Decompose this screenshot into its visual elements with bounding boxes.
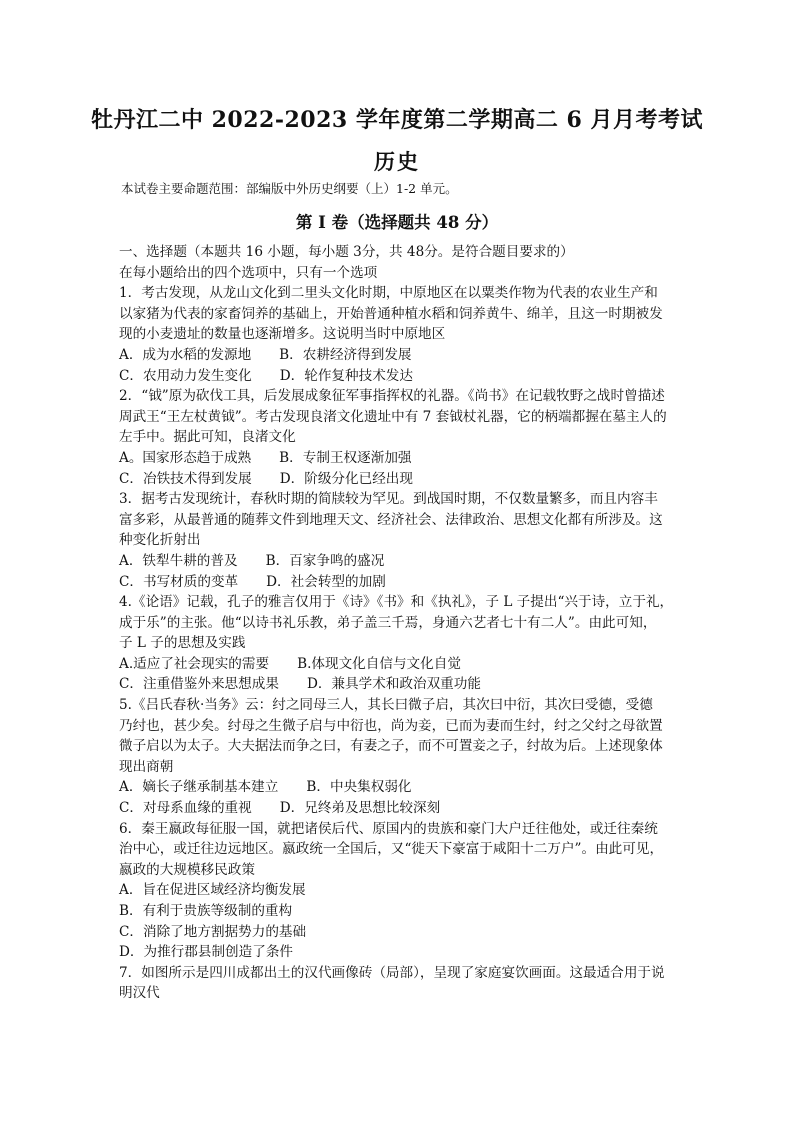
question-3 xyxy=(119,489,679,592)
option-d[interactable]: D．兼具学术和政治双重功能 xyxy=(306,676,481,693)
option-row xyxy=(119,345,679,366)
option-b[interactable]: B．百家争鸣的盛况 xyxy=(265,552,385,569)
question-stem-line: 种变化折射出 xyxy=(119,532,201,549)
option-c[interactable]: C．书写材质的变革 xyxy=(119,573,239,590)
question-stem-line: 乃纣也，甚少矣。纣母之生微子启与中衍也，尚为妾，已而为妻而生纣，纣之父纣之母欲置 xyxy=(119,717,663,734)
option-c[interactable]: C．冶铁技术得到发展 xyxy=(119,470,252,487)
option-b[interactable]: B．农耕经济得到发展 xyxy=(279,346,412,363)
subject-title: 历史 xyxy=(374,149,420,174)
option-c[interactable]: C．消除了地方割据势力的基础 xyxy=(119,923,307,940)
option-row xyxy=(119,366,679,387)
question-stem-line: 现的小麦遗址的数量也逐渐增多。这说明当时中原地区 xyxy=(119,326,446,343)
question-stem-line: 周武王“王左杖黄钺”。考古发现良渚文化遗址中有 7 套钺杖礼器，它的柄端都握在墓主人的 xyxy=(119,408,667,425)
option-d[interactable]: D．轮作复种技术发达 xyxy=(279,367,413,384)
option-b[interactable]: B．中央集权弱化 xyxy=(306,779,412,796)
question-stem-line: 1．考古发现，从龙山文化到二里头文化时期，中原地区在以粟类作物为代表的农业生产和 xyxy=(119,285,658,302)
question-body xyxy=(119,242,679,1004)
question-stem-line: 微子启以为太子。大夫据法而争之曰，有妻之子，而不可置妾之子，纣故为后。上述现象体 xyxy=(119,738,663,755)
option-row xyxy=(119,551,679,572)
exam-scope: 本试卷主要命题范围：部编版中外历史纲要（上）1-2 单元。 xyxy=(121,181,458,196)
option-b[interactable]: B.体现文化自信与文化自觉 xyxy=(297,655,461,672)
option-c[interactable]: C．注重借鉴外来思想成果 xyxy=(119,676,279,693)
exam-title: 牡丹江二中 2022-2023 学年度第二学期高二 6 月月考考试 xyxy=(90,107,704,133)
question-stem-line: 子 L 子的思想及实践 xyxy=(119,635,246,652)
question-stem-line: 4.《论语》记载，孔子的雅言仅用于《诗》《书》和《执礼》，子 L 子提出“兴于诗，立于礼， xyxy=(119,594,674,611)
instructions-line: 一、选择题（本题共 16 小题，每小题 3分，共 48分。是符合题目要求的） xyxy=(119,244,574,260)
option-a[interactable]: A．成为水稻的发源地 xyxy=(119,346,252,363)
question-1 xyxy=(119,283,679,386)
option-a[interactable]: A．旨在促进区域经济均衡发展 xyxy=(119,882,306,899)
option-c[interactable]: C．对母系血缘的重视 xyxy=(119,800,252,817)
option-row xyxy=(119,674,679,695)
question-stem-line: 治中心，或迁往边远地区。嬴政统一全国后，又“徙天下豪富于咸阳十二万户”。由此可见， xyxy=(119,841,664,858)
question-stem-line: 6．秦王嬴政每征服一国，就把诸侯后代、原国内的贵族和豪门大户迁往他处，或迁往秦统 xyxy=(119,820,658,837)
option-b[interactable]: B．有利于贵族等级制的重构 xyxy=(119,903,293,919)
question-stem-line: 以家猪为代表的家畜饲养的基础上，开始普通种植水稻和饲养黄牛、绵羊，且这一时期被发 xyxy=(119,305,663,322)
option-b[interactable]: B．专制王权逐渐加强 xyxy=(279,449,412,466)
option-d[interactable]: D．为推行郡县制创造了条件 xyxy=(119,944,294,961)
option-row xyxy=(119,448,679,469)
question-stem-line: 左手中。据此可知，良渚文化 xyxy=(119,429,296,446)
question-stem-line: 富多彩，从最普通的随葬文件到地理天文、经济社会、法律政治、思想文化都有所涉及。这 xyxy=(119,511,663,528)
question-stem-line: 7．如图所示是四川成都出土的汉代画像砖（局部），呈现了家庭宴饮画面。这最适合用于说 xyxy=(119,964,665,981)
question-5 xyxy=(119,695,679,819)
question-6 xyxy=(119,819,679,963)
option-a[interactable]: A.适应了社会现实的需要 xyxy=(119,655,270,672)
option-row xyxy=(119,469,679,490)
question-4 xyxy=(119,592,679,695)
option-a[interactable]: A．嫡长子继承制基本建立 xyxy=(119,779,279,796)
option-d[interactable]: D．兄终弟及思想比较深刻 xyxy=(279,800,441,817)
option-d[interactable]: D．阶级分化已经出现 xyxy=(279,470,413,487)
question-stem-line: 明汉代 xyxy=(119,985,160,1002)
question-stem-line: 2．“钺”原为砍伐工具，后发展成象征军事指挥权的礼器。《尚书》在记载牧野之战时曾描述 xyxy=(119,388,665,405)
question-stem-line: 5.《吕氏春秋·当务》云：纣之同母三人，其长曰微子启，其次曰中衍，其次曰受德，受德 xyxy=(119,697,653,714)
option-row xyxy=(119,572,679,593)
option-a[interactable]: A．铁犁牛耕的普及 xyxy=(119,552,238,569)
question-stem-line: 成于乐”的主张。他“以诗书礼乐教，弟子盖三千焉，身通六艺者七十有二人”。由此可知， xyxy=(119,614,657,631)
question-stem-line: 现出商朝 xyxy=(119,758,174,775)
option-row xyxy=(119,777,679,798)
question-stem-line: 嬴政的大规模移民政策 xyxy=(119,861,255,878)
option-row xyxy=(119,654,679,675)
option-c[interactable]: C．农用动力发生变化 xyxy=(119,367,252,384)
instructions-line: 在每小题给出的四个选项中，只有一个选项 xyxy=(119,264,378,281)
question-7 xyxy=(119,963,679,1004)
question-stem-line: 3．据考古发现统计，春秋时期的简牍较为罕见。到战国时期，不仅数量繁多，而且内容丰 xyxy=(119,491,658,508)
question-2 xyxy=(119,386,679,489)
option-d[interactable]: D．社会转型的加剧 xyxy=(266,573,386,590)
part-title: 第 I 卷（选择题共 48 分） xyxy=(295,213,499,232)
option-a[interactable]: A。国家形态趋于成熟 xyxy=(119,449,252,466)
option-row xyxy=(119,798,679,819)
